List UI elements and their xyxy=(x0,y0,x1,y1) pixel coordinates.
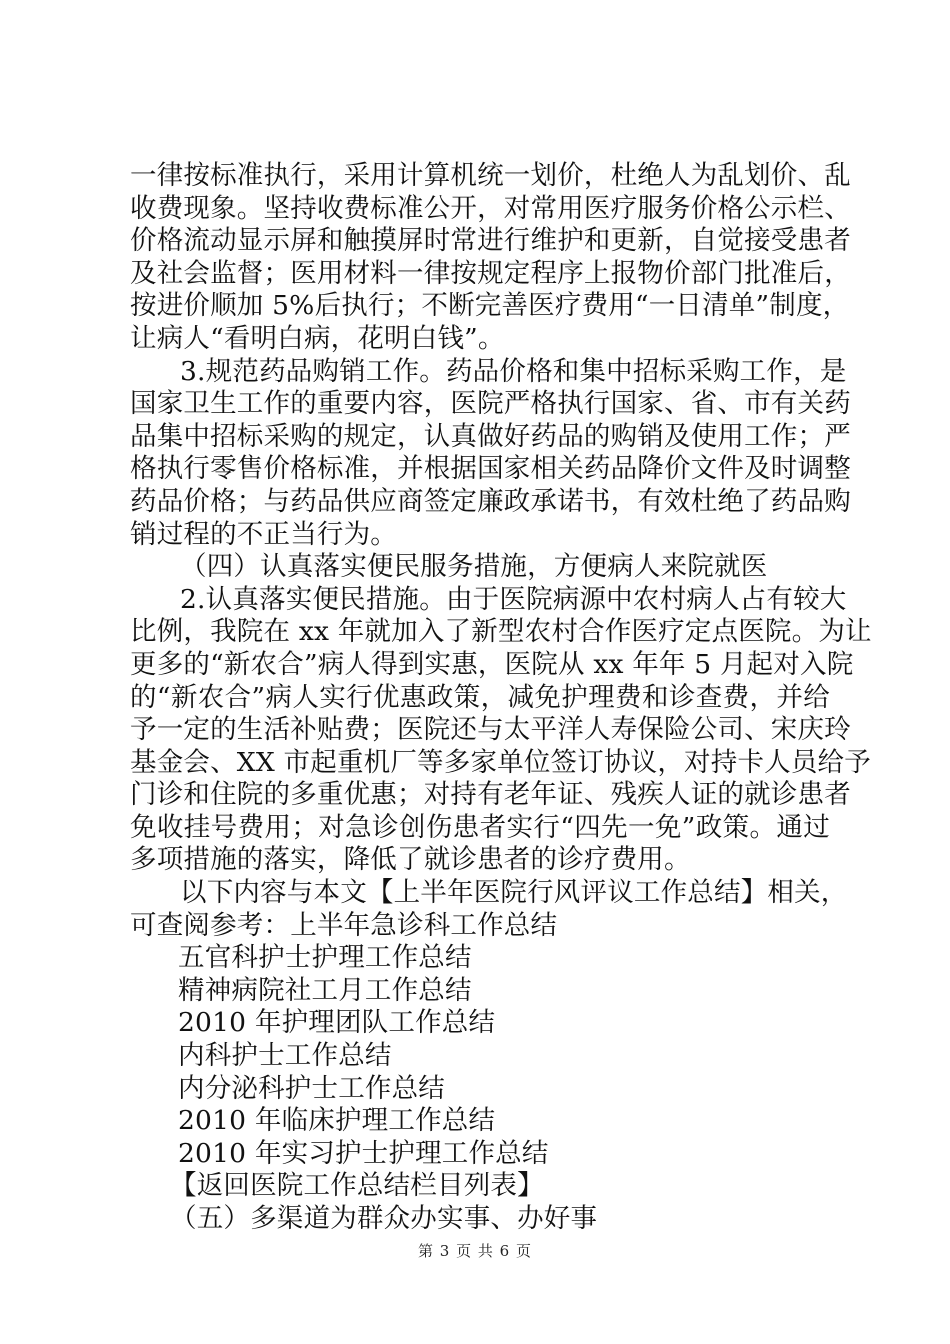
related-links-list xyxy=(130,942,830,1170)
related-link[interactable]: 2010 年实习护士护理工作总结 xyxy=(178,1137,549,1169)
paragraph-convenience-measures xyxy=(130,583,872,877)
related-link-emergency[interactable]: 可查阅参考：上半年急诊科工作总结 xyxy=(130,909,558,941)
text-line: 品集中招标采购的规定，认真做好药品的购销及使用工作；严 xyxy=(130,420,851,452)
text-line: 一律按标准执行，采用计算机统一划价，杜绝人为乱划价、乱 xyxy=(130,160,851,191)
text-line: 2.认真落实便民措施。由于医院病源中农村病人占有较大 xyxy=(180,583,847,615)
text-line: 以下内容与本文【上半年医院行风评议工作总结】相关， xyxy=(180,877,848,909)
page-number-footer: 第 3 页 共 6 页 xyxy=(418,1242,532,1260)
related-link[interactable]: 2010 年临床护理工作总结 xyxy=(178,1105,496,1137)
text-line: 及社会监督；医用材料一律按规定程序上报物价部门批准后， xyxy=(130,257,851,289)
text-line: 让病人“看明白病，花明白钱”。 xyxy=(130,322,505,354)
paragraph-fee-standards xyxy=(130,160,851,356)
related-link[interactable]: 精神病院社工月工作总结 xyxy=(178,974,472,1006)
text-line: 药品价格；与药品供应商签定廉政承诺书，有效杜绝了药品购 xyxy=(130,485,851,517)
related-link[interactable]: 内科护士工作总结 xyxy=(178,1040,392,1072)
text-line: 价格流动显示屏和触摸屏时常进行维护和更新，自觉接受患者 xyxy=(130,225,851,257)
text-line: 更多的“新农合”病人得到实惠，医院从 xx 年年 5 月起对入院 xyxy=(130,648,854,680)
related-link[interactable]: 内分泌科护士工作总结 xyxy=(178,1072,445,1104)
text-line: 多项措施的落实，降低了就诊患者的诊疗费用。 xyxy=(130,844,691,876)
section-heading-4: （四）认真落实便民服务措施，方便病人来院就医 xyxy=(180,551,768,583)
document-body xyxy=(130,160,872,1236)
text-line: 免收挂号费用；对急诊创伤患者实行“四先一免”政策。通过 xyxy=(130,811,830,843)
text-line: 收费现象。坚持收费标准公开，对常用医疗服务价格公示栏、 xyxy=(130,192,851,224)
related-intro xyxy=(130,877,848,942)
section-heading-5: （五）多渠道为群众办实事、办好事 xyxy=(170,1203,598,1234)
text-line: 格执行零售价格标准，并根据国家相关药品降价文件及时调整 xyxy=(130,453,851,485)
text-line: 3.规范药品购销工作。药品价格和集中招标采购工作，是 xyxy=(180,355,847,387)
paragraph-drug-procurement xyxy=(130,355,851,552)
related-link[interactable]: 五官科护士护理工作总结 xyxy=(178,942,472,974)
text-line: 销过程的不正当行为。 xyxy=(130,518,397,550)
text-line: 予一定的生活补贴费；医院还与太平洋人寿保险公司、宋庆玲 xyxy=(130,714,851,746)
text-line: 基金会、XX 市起重机厂等多家单位签订协议，对持卡人员给予 xyxy=(130,746,871,778)
back-to-list-link[interactable]: 【返回医院工作总结栏目列表】 xyxy=(170,1170,544,1202)
text-line: 按进价顺加 5%后执行；不断完善医疗费用“一日清单”制度， xyxy=(130,290,850,322)
text-line: 门诊和住院的多重优惠；对持有老年证、残疾人证的就诊患者 xyxy=(130,779,851,811)
related-link[interactable]: 2010 年护理团队工作总结 xyxy=(178,1007,496,1039)
text-line: 比例，我院在 xx 年就加入了新型农村合作医疗定点医院。为让 xyxy=(130,616,872,648)
text-line: 国家卫生工作的重要内容，医院严格执行国家、省、市有关药 xyxy=(130,388,851,420)
text-line: 的“新农合”病人实行优惠政策，减免护理费和诊查费，并给 xyxy=(130,681,830,713)
